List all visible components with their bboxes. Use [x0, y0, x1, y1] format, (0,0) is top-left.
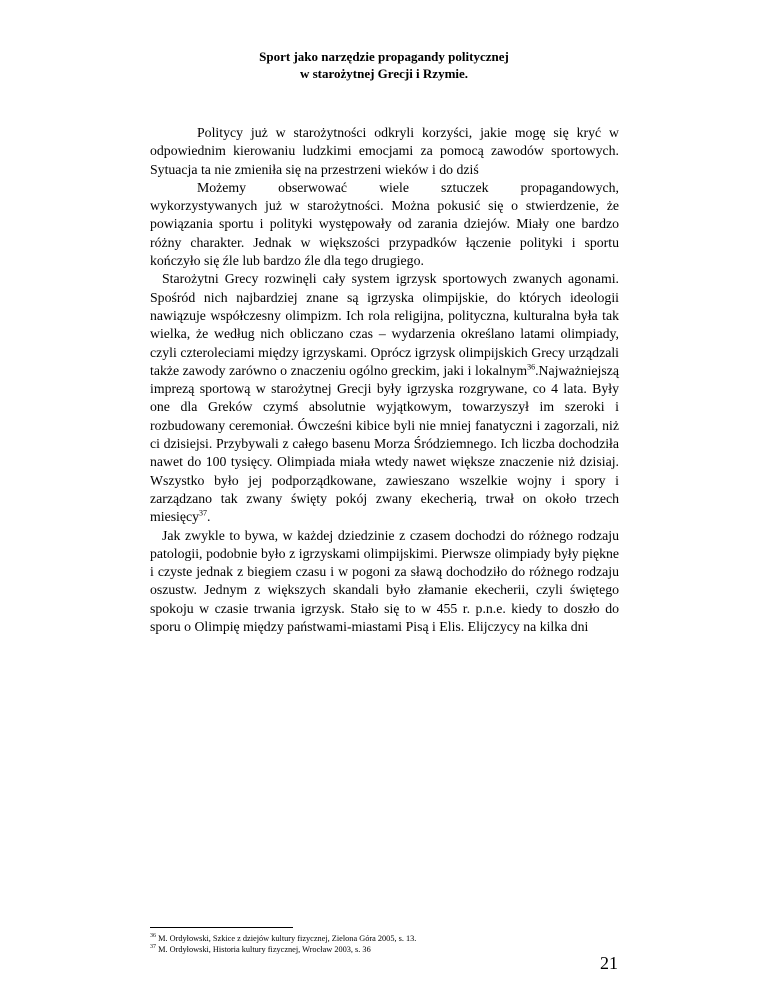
paragraph-3-text: Jak zwykle to bywa, w każdej dziedzinie z czasem dochodzi do różnego rodzaju patologii, podobnie było z igrzyskami olimpijskimi. Pierwsze olimpiady były piękne i czyste jednak z biegiem czasu i w pogoni za sławą dochodziło do różnego rodzaju oszustw. Jednym z większych skandali było złamanie ekecherii, czyli świętego spokoju w czasie trwania igrzysk. Stało się to w 455 r. p.n.e. kiedy to doszło do sporu o Olimpię między państwami-miastami Pisą i Elis. Elijczycy na kilka dni: [150, 527, 619, 635]
page-number: 21: [600, 953, 618, 973]
title-line-1: Sport jako narzędzie propagandy politycznej: [259, 49, 509, 64]
footnote-number: 36: [150, 933, 156, 940]
footnote-text: M. Ordyłowski, Szkice z dziejów kultury fizycznej, Zielona Góra 2005, s. 13.: [156, 934, 417, 943]
article-body: [150, 124, 619, 636]
footnote-number: 37: [150, 944, 156, 951]
footnote-36: [150, 933, 620, 944]
footnote-divider: [150, 927, 293, 928]
paragraph-2-text-c: .: [207, 509, 211, 525]
paragraph-1-text-a: Politycy już w starożytności odkryli korzyści, jakie mogę się kryć w odpowiednim kierowaniu ludzkimi emocjami za pomocą zawodów sportowych. Sytuacja ta nie zmieniła się na przestrzeni wieków i do dziś: [150, 125, 619, 177]
paragraph-1-text-b: Możemy obserwować wiele sztuczek propagandowych,: [197, 179, 619, 195]
paragraph-3: [150, 527, 619, 637]
footnote-ref-37: 37: [199, 508, 208, 518]
title-line-2: w starożytnej Grecji i Rzymie.: [299, 66, 469, 81]
page-title: [150, 48, 618, 82]
footnote-text: M. Ordyłowski, Historia kultury fizycznej, Wrocław 2003, s. 36: [156, 945, 371, 954]
paragraph-2-text-a: Starożytni Grecy rozwinęli cały system igrzysk sportowych zwanych agonami. Spośród nich najbardziej znane są igrzyska olimpijskie, do których ideologii nawiązuje współczesny olimpizm. Ich rola religijna, polityczna, kulturalna była tak wielka, że według nich obliczano czas – wydarzenia określano latami olimpiady, czyli czteroleciami między igrzyskami. Oprócz igrzysk olimpijskich Grecy urządzali także zawody zarówno o znaczeniu ogólno greckim, jaki i lokalnym: [150, 271, 619, 378]
paragraph-1-text-c: wykorzystywanych już w starożytności. Można pokusić się o stwierdzenie, że powiązania sportu i polityki występowały od zarania dziejów. Miały one bardzo różny charakter. Jednak w większości przypadków łączenie polityki i sportu kończyło się źle lub bardzo źle dla tego drugiego.: [150, 198, 619, 269]
paragraph-2: [150, 270, 619, 526]
footnotes: [150, 933, 620, 955]
footnote-ref-36: 36: [527, 362, 536, 372]
paragraph-1: [150, 124, 619, 270]
footnote-37: [150, 944, 620, 955]
paragraph-2-text-b: .Najważniejszą imprezą sportową w starożytnej Grecji były igrzyska rozgrywane, co 4 lata. Były one dla Greków czymś absolutnie wyjątkowym, towarzyszył im szeroki i rozbudowany ceremoniał. Ówcześni kibice byli nie mniej fanatyczni i zagorzali, niż ci dzisiejsi. Przybywali z całego basenu Morza Śródziemnego. Ich liczba dochodziła nawet do 100 tysięcy. Olimpiada miała wtedy nawet większe znaczenie niż dzisiaj. Wszystko było jej podporządkowane, zawieszano wszelkie wojny i spory i zarządzano tak zwany święty pokój zwany ekecherią, trwał on około trzech miesięcy: [150, 362, 619, 525]
